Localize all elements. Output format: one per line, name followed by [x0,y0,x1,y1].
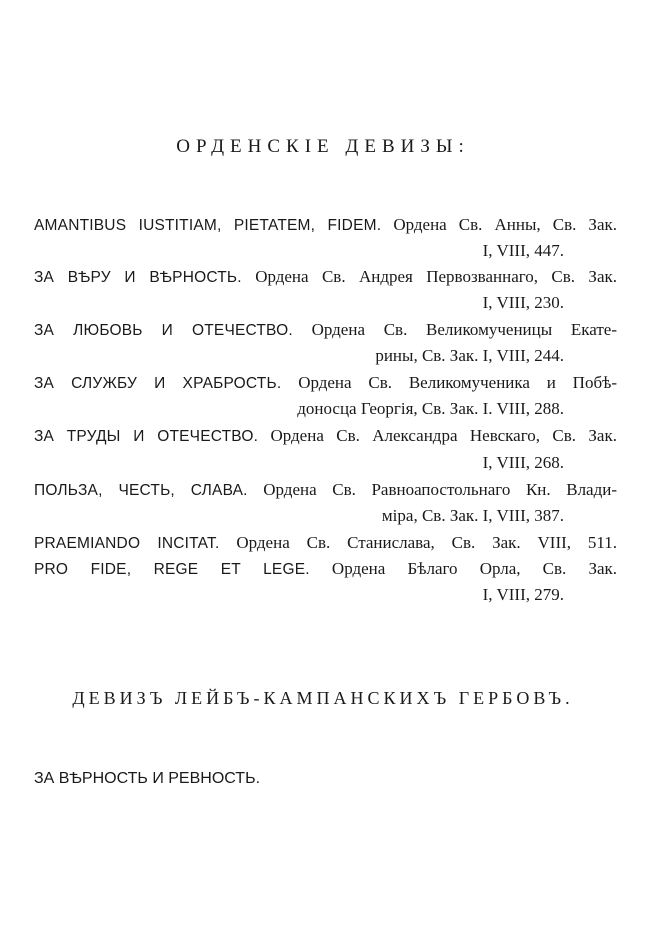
entry-motto: ЗА ЛЮБОВЬ И ОТЕЧЕСТВО. [34,322,293,339]
entry-text: Ордена Св. Станислава, Св. Зак. VIII, 511. [236,533,617,552]
entry-line [34,214,617,237]
entry-continuation: I, VIII, 230. [482,293,564,312]
entry-motto: AMANTIBUS IUSTITIAM, PIETATEM, FIDEM. [34,217,382,234]
entry-motto: PRO FIDE, REGE ET LEGE. [34,561,310,578]
entry-continuation: міра, Св. Зак. I, VIII, 387. [381,506,564,525]
entry-continuation: I, VIII, 447. [482,241,564,260]
entry-line [34,479,617,502]
entry-continuation: I, VIII, 279. [482,585,564,604]
entry-text: Ордена Св. Великомученицы Екате- [311,320,618,339]
entry-text: Ордена Св. Равноапостольнаго Кн. Влади- [263,480,618,499]
entry-line [34,532,617,555]
guard-heading: ДЕВИЗЪ ЛЕЙБЪ-КАМПАНСКИХЪ ГЕРБОВЪ. [72,688,574,708]
entry-continuation: I, VIII, 268. [482,453,564,472]
entry-motto: ЗА СЛУЖБУ И ХРАБРОСТЬ. [34,375,282,392]
entry-continuation: доносца Георгія, Св. Зак. I. VIII, 288. [297,399,564,418]
entry-text: Ордена Бѣлаго Орла, Св. Зак. [331,559,618,578]
entry-motto: PRAEMIANDO INCITAT. [34,535,220,552]
entry-text: Ордена Св. Великомученика и Побѣ- [298,373,618,392]
entry-line [34,319,617,342]
orders-heading: ОРДЕНСКІЕ ДЕВИЗЫ: [176,136,470,157]
entry-continuation: рины, Св. Зак. I, VIII, 244. [375,346,564,365]
entry-line [34,372,617,395]
entry-line [34,558,617,581]
entry-line [34,266,617,289]
entry-text: Ордена Св. Александра Невскаго, Св. Зак. [270,426,617,445]
entry-motto: ЗА ТРУДЫ И ОТЕЧЕСТВО. [34,428,259,445]
entry-motto: ПОЛЬЗА, ЧЕСТЬ, СЛАВА. [34,482,248,499]
entry-line [34,425,617,448]
entry-text: Ордена Св. Андрея Первозваннаго, Св. Зак. [255,267,617,286]
guard-motto: ЗА ВѢРНОСТЬ И РЕВНОСТЬ. [34,770,261,787]
entry-text: Ордена Св. Анны, Св. Зак. [393,215,618,234]
entry-motto: ЗА ВѢРУ И ВѢРНОСТЬ. [34,269,242,286]
